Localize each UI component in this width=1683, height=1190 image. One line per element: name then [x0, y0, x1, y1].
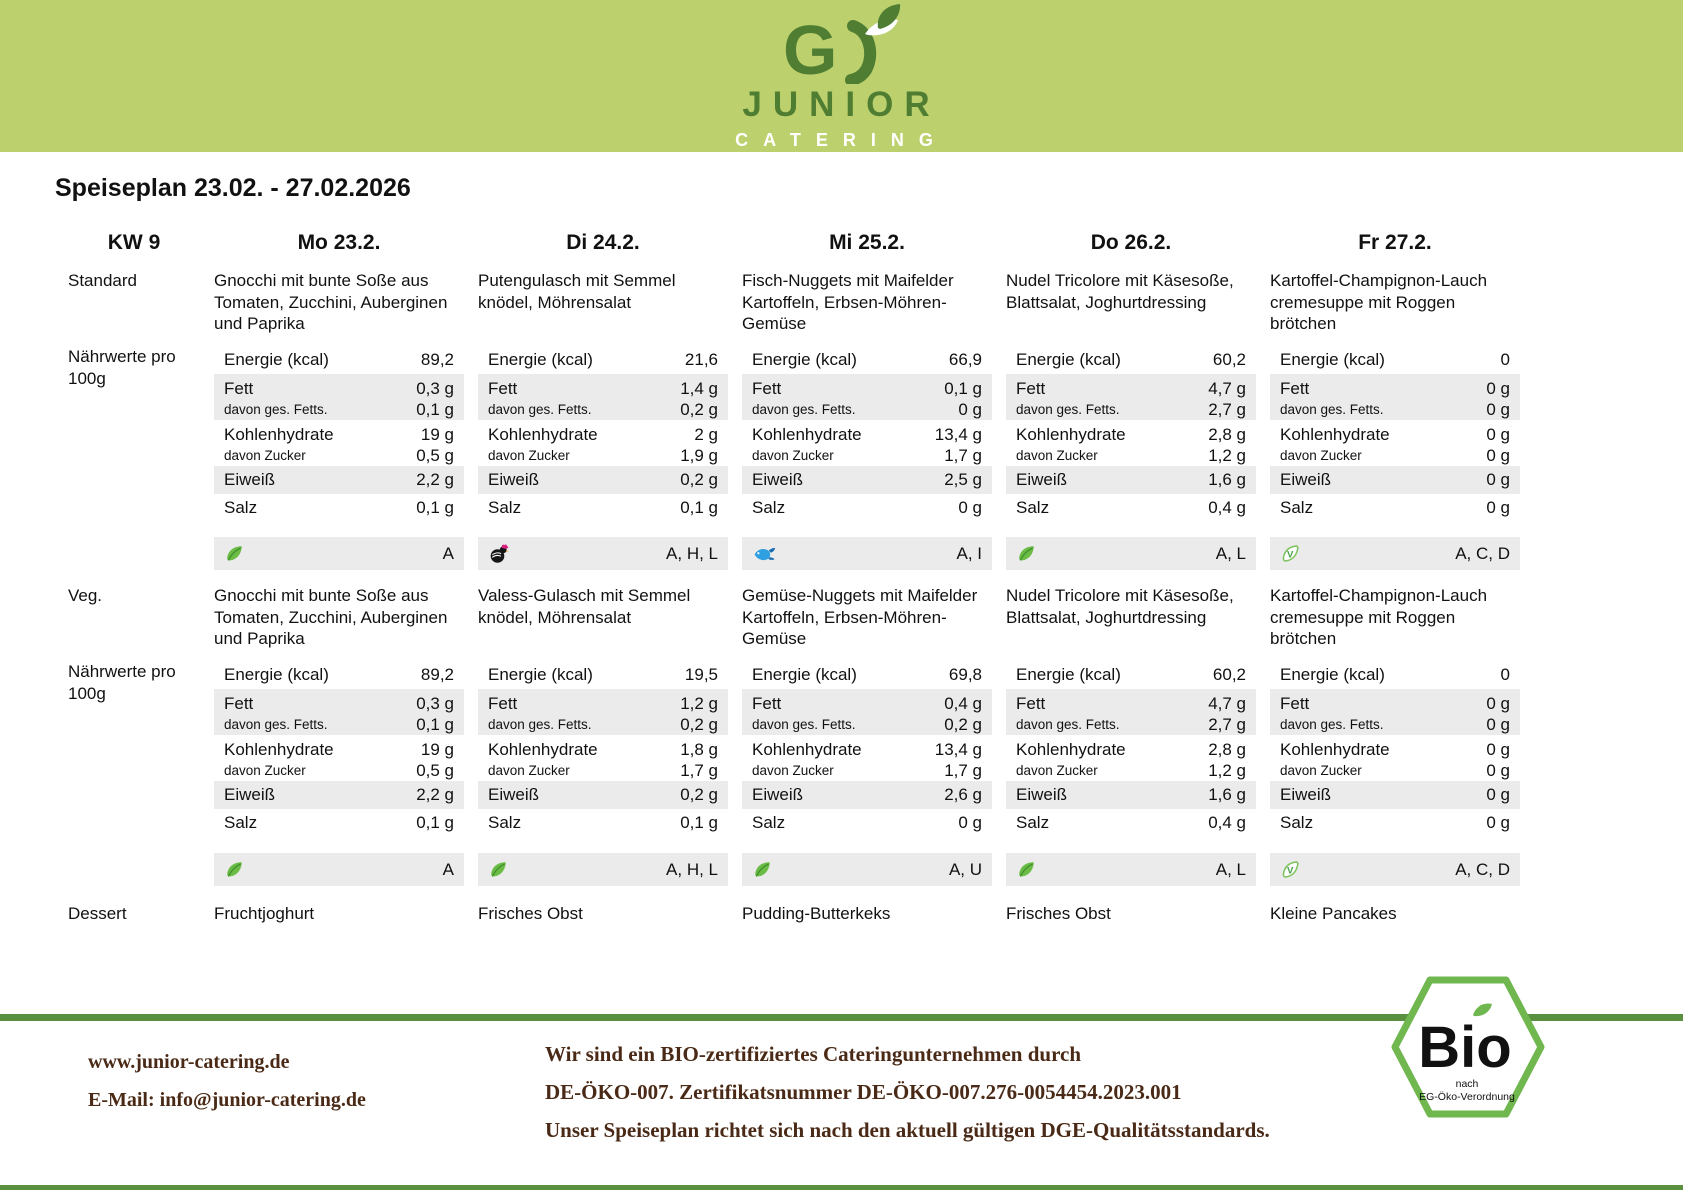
website-link[interactable]: www.junior-catering.de [88, 1051, 290, 1073]
nutrition-label: Salz [488, 813, 522, 832]
nutrition-value: 0,1 g [416, 498, 454, 517]
nutrition-row-fat [1006, 689, 1256, 735]
nutrition-row-salt [214, 494, 464, 522]
allergen-bar [478, 537, 728, 570]
nutrition-label: Salz [488, 498, 522, 517]
nutrition-subvalue: 0 g [1486, 715, 1510, 734]
day-header: Mi 25.2. [829, 231, 905, 254]
nutrition-label: Energie (kcal) [224, 665, 329, 684]
nutrition-sublabel: davon ges. Fetts. [752, 402, 856, 417]
nutrition-sublabel: davon Zucker [1280, 763, 1362, 778]
fish-icon [752, 543, 776, 565]
standard-meal-name: Nudel Tricolore mit Käsesoße, Blattsalat, Joghurtdressing [1006, 271, 1234, 312]
nutrition-value: 0 g [958, 498, 982, 517]
nutrition-row-carbs [1006, 735, 1256, 781]
nutrition-row-fat [1270, 374, 1520, 420]
nutrition-value: 0 g [1486, 740, 1510, 759]
nutrition-label: Kohlenhydrate [1280, 740, 1390, 759]
nutrition-row-energy [1006, 661, 1256, 689]
header-band [0, 0, 1683, 152]
nutrition-value: 1,2 g [680, 694, 718, 713]
turkey-icon [488, 543, 512, 565]
nutrition-value: 0 g [1486, 785, 1510, 804]
nutrition-label: Salz [224, 813, 258, 832]
nutrition-label: Energie (kcal) [488, 350, 593, 369]
nutrition-subvalue: 1,9 g [680, 446, 718, 465]
day-column [1006, 228, 1256, 926]
nutrition-row-salt [214, 809, 464, 837]
nutrition-row-carbs [1006, 420, 1256, 466]
standard-meal-name: Kartoffel-Champignon-Lauch cremesuppe mit Roggen brötchen [1270, 271, 1488, 333]
nutrition-sublabel: davon Zucker [488, 763, 570, 778]
nutrition-row-carbs [742, 735, 992, 781]
nutrition-row-salt [742, 494, 992, 522]
nutrition-row-protein [214, 466, 464, 494]
row-label-nutrition: Nährwerte pro 100g [68, 347, 176, 388]
nutrition-label: Fett [1280, 694, 1310, 713]
bio-seal-logo [1389, 973, 1547, 1126]
nutrition-subvalue: 0,2 g [944, 715, 982, 734]
nutrition-row-energy [1270, 346, 1520, 374]
day-header: Di 24.2. [566, 231, 640, 254]
allergen-codes: A, L [1215, 543, 1246, 563]
nutrition-label: Kohlenhydrate [488, 740, 598, 759]
nutrition-table-standard [478, 346, 728, 522]
nutrition-label: Fett [1280, 379, 1310, 398]
nutrition-value: 89,2 [420, 665, 454, 684]
leaf-icon [224, 859, 248, 881]
nutrition-table-veg [1270, 661, 1520, 837]
nutrition-value: 1,6 g [1208, 785, 1246, 804]
nutrition-value: 60,2 [1212, 665, 1246, 684]
nutrition-table-veg [742, 661, 992, 837]
row-label-nutrition: Nährwerte pro 100g [68, 662, 176, 703]
nutrition-label: Kohlenhydrate [1016, 740, 1126, 759]
footer-contact [88, 1043, 366, 1119]
day-header: Fr 27.2. [1358, 231, 1432, 254]
bio-seal-text: Bio [1418, 1015, 1512, 1080]
nutrition-row-carbs [214, 735, 464, 781]
nutrition-value: 0 g [958, 813, 982, 832]
nutrition-row-salt [1006, 809, 1256, 837]
nutrition-table-veg [214, 661, 464, 837]
bio-cert-line: Unser Speiseplan richtet sich nach den aktuell gültigen DGE-Qualitätsstandards. [545, 1118, 1270, 1142]
vegan-leaf-icon [1280, 859, 1304, 881]
row-labels-column [68, 228, 200, 926]
nutrition-row-fat [214, 689, 464, 735]
nutrition-label: Kohlenhydrate [752, 740, 862, 759]
nutrition-label: Eiweiß [1280, 470, 1332, 489]
nutrition-row-protein [1270, 466, 1520, 494]
brand-subtitle: CATERING [735, 129, 948, 150]
day-column [214, 228, 464, 926]
nutrition-label: Energie (kcal) [1016, 350, 1121, 369]
nutrition-label: Energie (kcal) [1280, 665, 1385, 684]
day-column [1270, 228, 1520, 926]
nutrition-sublabel: davon ges. Fetts. [224, 717, 328, 732]
allergen-bar [214, 853, 464, 886]
nutrition-table-standard [1006, 346, 1256, 522]
nutrition-sublabel: davon Zucker [224, 448, 306, 463]
bio-seal-subtext: nach [1455, 1078, 1479, 1090]
nutrition-row-salt [478, 809, 728, 837]
leaf-icon [1016, 859, 1040, 881]
meal-plan-table [68, 228, 1683, 926]
nutrition-row-fat [478, 374, 728, 420]
nutrition-value: 0,1 g [680, 498, 718, 517]
nutrition-subvalue: 1,7 g [944, 446, 982, 465]
nutrition-label: Fett [1016, 379, 1046, 398]
nutrition-value: 0 g [1486, 694, 1510, 713]
nutrition-sublabel: davon ges. Fetts. [1280, 717, 1384, 732]
nutrition-label: Eiweiß [752, 470, 804, 489]
nutrition-value: 1,4 g [680, 379, 718, 398]
nutrition-value: 1,6 g [1208, 470, 1246, 489]
bottom-green-bar [0, 1185, 1683, 1190]
nutrition-label: Energie (kcal) [1280, 350, 1385, 369]
nutrition-table-standard [1270, 346, 1520, 522]
nutrition-subvalue: 0,5 g [416, 761, 454, 780]
nutrition-sublabel: davon Zucker [752, 448, 834, 463]
spacer [68, 537, 200, 570]
veg-meal-name: Gnocchi mit bunte Soße aus Tomaten, Zucchini, Auberginen und Paprika [214, 586, 448, 648]
nutrition-value: 2,5 g [944, 470, 982, 489]
nutrition-row-fat [1006, 374, 1256, 420]
nutrition-sublabel: davon ges. Fetts. [488, 717, 592, 732]
nutrition-value: 19 g [420, 740, 454, 759]
nutrition-label: Eiweiß [488, 470, 540, 489]
nutrition-subvalue: 0,5 g [416, 446, 454, 465]
nutrition-label: Fett [752, 694, 782, 713]
nutrition-label: Kohlenhydrate [1016, 425, 1126, 444]
allergen-codes: A, C, D [1455, 859, 1510, 879]
nutrition-value: 2,8 g [1208, 425, 1246, 444]
nutrition-subvalue: 1,7 g [944, 761, 982, 780]
nutrition-row-protein [478, 781, 728, 809]
nutrition-sublabel: davon Zucker [1280, 448, 1362, 463]
nutrition-row-energy [214, 346, 464, 374]
row-label-dessert: Dessert [68, 904, 127, 923]
logo-green-leaf-icon [877, 4, 899, 29]
junior-catering-logo [747, 2, 937, 84]
standard-meal-name: Fisch-Nuggets mit Maifelder Kartoffeln, Erbsen-Möhren-Gemüse [742, 271, 954, 333]
nutrition-row-protein [1006, 466, 1256, 494]
nutrition-label: Salz [1016, 813, 1050, 832]
nutrition-row-fat [742, 689, 992, 735]
nutrition-value: 0,4 g [944, 694, 982, 713]
leaf-icon [1016, 543, 1040, 565]
nutrition-label: Kohlenhydrate [224, 740, 334, 759]
footer-bio-certification [545, 1035, 1270, 1149]
nutrition-table-standard [214, 346, 464, 522]
nutrition-label: Fett [488, 379, 518, 398]
nutrition-label: Eiweiß [224, 470, 276, 489]
nutrition-label: Kohlenhydrate [224, 425, 334, 444]
nutrition-label: Kohlenhydrate [488, 425, 598, 444]
nutrition-sublabel: davon ges. Fetts. [488, 402, 592, 417]
bio-cert-line: Wir sind ein BIO-zertifiziertes Cateringunternehmen durch [545, 1042, 1082, 1066]
nutrition-row-energy [742, 661, 992, 689]
nutrition-row-protein [742, 466, 992, 494]
bio-seal-subtext: EG-Öko-Verordnung [1419, 1091, 1515, 1103]
nutrition-value: 2,2 g [416, 785, 454, 804]
nutrition-label: Salz [1280, 813, 1314, 832]
nutrition-value: 2 g [694, 425, 718, 444]
allergen-codes: A [442, 859, 454, 879]
nutrition-row-carbs [742, 420, 992, 466]
nutrition-row-energy [478, 661, 728, 689]
allergen-codes: A, L [1215, 859, 1246, 879]
nutrition-label: Eiweiß [1016, 785, 1068, 804]
nutrition-row-protein [1006, 781, 1256, 809]
dessert-item: Frisches Obst [478, 904, 583, 923]
nutrition-row-salt [1270, 494, 1520, 522]
nutrition-sublabel: davon ges. Fetts. [224, 402, 328, 417]
nutrition-label: Eiweiß [1016, 470, 1068, 489]
nutrition-value: 0 g [1486, 813, 1510, 832]
bio-cert-line: DE-ÖKO-007. Zertifikatsnummer DE-ÖKO-007.276-0054454.2023.001 [545, 1080, 1182, 1104]
day-header: Mo 23.2. [297, 231, 381, 254]
nutrition-row-carbs [478, 420, 728, 466]
nutrition-value: 2,6 g [944, 785, 982, 804]
veg-meal-name: Nudel Tricolore mit Käsesoße, Blattsalat, Joghurtdressing [1006, 586, 1234, 627]
nutrition-sublabel: davon ges. Fetts. [1016, 717, 1120, 732]
nutrition-value: 66,9 [948, 350, 982, 369]
nutrition-row-energy [742, 346, 992, 374]
allergen-bar [1270, 537, 1520, 570]
nutrition-value: 0 g [1486, 379, 1510, 398]
nutrition-label: Salz [1016, 498, 1050, 517]
nutrition-label: Eiweiß [752, 785, 804, 804]
row-label-standard: Standard [68, 271, 137, 290]
nutrition-label: Salz [752, 498, 786, 517]
nutrition-row-carbs [1270, 735, 1520, 781]
allergen-codes: A, C, D [1455, 543, 1510, 563]
nutrition-row-carbs [478, 735, 728, 781]
leaf-icon [488, 859, 512, 881]
nutrition-value: 2,2 g [416, 470, 454, 489]
spacer [68, 853, 200, 886]
allergen-codes: A [442, 543, 454, 563]
nutrition-row-protein [214, 781, 464, 809]
nutrition-label: Energie (kcal) [224, 350, 329, 369]
nutrition-label: Energie (kcal) [488, 665, 593, 684]
nutrition-row-salt [478, 494, 728, 522]
nutrition-label: Energie (kcal) [1016, 665, 1121, 684]
nutrition-subvalue: 0 g [1486, 446, 1510, 465]
page-title: Speiseplan 23.02. - 27.02.2026 [55, 174, 411, 202]
nutrition-value: 0 g [1486, 470, 1510, 489]
day-column [478, 228, 728, 926]
nutrition-label: Eiweiß [1280, 785, 1332, 804]
nutrition-subvalue: 1,2 g [1208, 761, 1246, 780]
allergen-bar [742, 537, 992, 570]
nutrition-sublabel: davon ges. Fetts. [1016, 402, 1120, 417]
nutrition-value: 0,4 g [1208, 813, 1246, 832]
row-label-veg: Veg. [68, 586, 103, 605]
nutrition-subvalue: 0,1 g [416, 400, 454, 419]
nutrition-sublabel: davon ges. Fetts. [1280, 402, 1384, 417]
nutrition-row-fat [478, 689, 728, 735]
nutrition-row-fat [1270, 689, 1520, 735]
nutrition-label: Energie (kcal) [752, 350, 857, 369]
nutrition-label: Salz [224, 498, 258, 517]
nutrition-row-energy [478, 346, 728, 374]
nutrition-value: 89,2 [420, 350, 454, 369]
nutrition-sublabel: davon ges. Fetts. [752, 717, 856, 732]
nutrition-row-salt [1006, 494, 1256, 522]
nutrition-subvalue: 0,2 g [680, 715, 718, 734]
allergen-codes: A, H, L [666, 543, 718, 563]
nutrition-value: 0,4 g [1208, 498, 1246, 517]
nutrition-value: 0,2 g [680, 470, 718, 489]
nutrition-value: 0 g [1486, 425, 1510, 444]
brand-name: JUNIOR [742, 84, 941, 124]
nutrition-sublabel: davon Zucker [752, 763, 834, 778]
veg-meal-name: Kartoffel-Champignon-Lauch cremesuppe mit Roggen brötchen [1270, 586, 1488, 648]
nutrition-value: 0,2 g [680, 785, 718, 804]
nutrition-value: 69,8 [948, 665, 982, 684]
nutrition-value: 0 [1500, 665, 1510, 684]
nutrition-subvalue: 0,2 g [680, 400, 718, 419]
allergen-codes: A, I [956, 543, 982, 563]
nutrition-value: 0 g [1486, 498, 1510, 517]
week-label: KW 9 [107, 231, 161, 254]
nutrition-label: Kohlenhydrate [752, 425, 862, 444]
logo-g-letter: G [782, 10, 837, 84]
nutrition-row-energy [1006, 346, 1256, 374]
nutrition-label: Fett [488, 694, 518, 713]
svg-text:V: V [1287, 864, 1294, 876]
nutrition-table-standard [742, 346, 992, 522]
nutrition-subvalue: 0 g [1486, 761, 1510, 780]
nutrition-row-protein [742, 781, 992, 809]
allergen-bar [478, 853, 728, 886]
nutrition-value: 60,2 [1212, 350, 1246, 369]
dessert-item: Pudding-Butterkeks [742, 904, 891, 923]
nutrition-subvalue: 0 g [958, 400, 982, 419]
nutrition-row-protein [1270, 781, 1520, 809]
nutrition-value: 21,6 [684, 350, 718, 369]
nutrition-row-fat [742, 374, 992, 420]
allergen-bar [1270, 853, 1520, 886]
nutrition-value: 0,1 g [944, 379, 982, 398]
nutrition-row-carbs [214, 420, 464, 466]
dessert-item: Kleine Pancakes [1270, 904, 1397, 923]
nutrition-label: Salz [1280, 498, 1314, 517]
nutrition-label: Fett [752, 379, 782, 398]
day-column [742, 228, 992, 926]
nutrition-row-salt [742, 809, 992, 837]
nutrition-table-veg [478, 661, 728, 837]
nutrition-label: Kohlenhydrate [1280, 425, 1390, 444]
nutrition-subvalue: 0,1 g [416, 715, 454, 734]
nutrition-row-protein [478, 466, 728, 494]
allergen-codes: A, H, L [666, 859, 718, 879]
leaf-icon [224, 543, 248, 565]
allergen-bar [214, 537, 464, 570]
nutrition-label: Eiweiß [488, 785, 540, 804]
nutrition-label: Energie (kcal) [752, 665, 857, 684]
nutrition-row-energy [214, 661, 464, 689]
standard-meal-name: Putengulasch mit Semmel knödel, Möhrensalat [478, 271, 676, 312]
nutrition-sublabel: davon Zucker [224, 763, 306, 778]
nutrition-value: 2,8 g [1208, 740, 1246, 759]
dessert-item: Frisches Obst [1006, 904, 1111, 923]
allergen-bar [1006, 853, 1256, 886]
nutrition-label: Fett [224, 379, 254, 398]
nutrition-value: 13,4 g [934, 425, 982, 444]
nutrition-value: 13,4 g [934, 740, 982, 759]
dessert-item: Fruchtjoghurt [214, 904, 315, 923]
nutrition-subvalue: 1,2 g [1208, 446, 1246, 465]
nutrition-value: 0,1 g [416, 813, 454, 832]
nutrition-row-salt [1270, 809, 1520, 837]
nutrition-sublabel: davon Zucker [1016, 763, 1098, 778]
nutrition-sublabel: davon Zucker [488, 448, 570, 463]
nutrition-value: 0 [1500, 350, 1510, 369]
leaf-icon [752, 859, 776, 881]
nutrition-value: 19,5 [684, 665, 718, 684]
nutrition-value: 4,7 g [1208, 379, 1246, 398]
veg-meal-name: Valess-Gulasch mit Semmel knödel, Möhrensalat [478, 586, 691, 627]
veg-meal-name: Gemüse-Nuggets mit Maifelder Kartoffeln, Erbsen-Möhren-Gemüse [742, 586, 978, 648]
day-header: Do 26.2. [1090, 231, 1172, 254]
nutrition-value: 4,7 g [1208, 694, 1246, 713]
footer [0, 1015, 1683, 1181]
nutrition-subvalue: 2,7 g [1208, 400, 1246, 419]
nutrition-label: Fett [1016, 694, 1046, 713]
nutrition-label: Salz [752, 813, 786, 832]
nutrition-row-fat [214, 374, 464, 420]
nutrition-table-veg [1006, 661, 1256, 837]
nutrition-subvalue: 1,7 g [680, 761, 718, 780]
vegan-leaf-icon [1280, 543, 1304, 565]
nutrition-subvalue: 0 g [1486, 400, 1510, 419]
nutrition-row-carbs [1270, 420, 1520, 466]
nutrition-value: 0,3 g [416, 694, 454, 713]
standard-meal-name: Gnocchi mit bunte Soße aus Tomaten, Zucchini, Auberginen und Paprika [214, 271, 448, 333]
allergen-codes: A, U [948, 859, 982, 879]
nutrition-label: Eiweiß [224, 785, 276, 804]
nutrition-value: 0,1 g [680, 813, 718, 832]
nutrition-row-energy [1270, 661, 1520, 689]
nutrition-sublabel: davon Zucker [1016, 448, 1098, 463]
nutrition-value: 1,8 g [680, 740, 718, 759]
allergen-bar [742, 853, 992, 886]
nutrition-value: 19 g [420, 425, 454, 444]
svg-text:V: V [1287, 548, 1294, 560]
nutrition-subvalue: 2,7 g [1208, 715, 1246, 734]
nutrition-label: Fett [224, 694, 254, 713]
nutrition-value: 0,3 g [416, 379, 454, 398]
email-link[interactable]: E-Mail: info@junior-catering.de [88, 1089, 366, 1111]
allergen-bar [1006, 537, 1256, 570]
